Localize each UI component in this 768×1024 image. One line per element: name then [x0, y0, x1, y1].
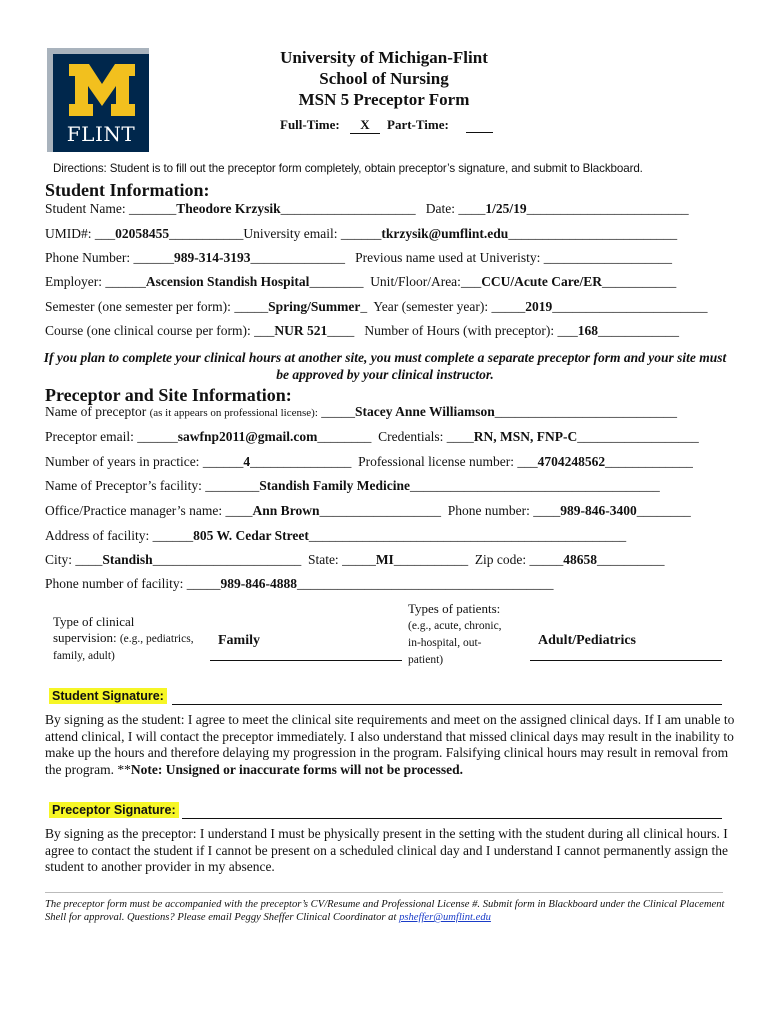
city-row: City: ____Standish______________________ State: _____MI___________ Zip code: _____48658__________ — [45, 552, 665, 567]
student-signature-label: Student Signature: — [49, 688, 167, 704]
hours-value[interactable]: 168 — [577, 323, 598, 338]
manager-row: Office/Practice manager’s name: ____Ann Brown__________________ Phone number: ____989-846-3400________ — [45, 503, 691, 518]
years-label: Number of years in practice: — [45, 454, 200, 469]
date-label: Date: — [425, 201, 455, 216]
supervision-label-line1: Type of clinical — [53, 614, 135, 629]
license-value[interactable]: 4704248562 — [537, 454, 606, 469]
school-title: School of Nursing — [319, 69, 449, 88]
patients-field[interactable]: Adult/Pediatrics — [530, 633, 722, 661]
phone-label: Phone Number: — [45, 250, 131, 265]
year-value[interactable]: 2019 — [525, 299, 553, 314]
facility-phone-label: Phone number of facility: — [45, 576, 184, 591]
preceptor-agreement: By signing as the preceptor: I understand I must be physically present in the setting with the student during all clinical hours. I agree to contact the student if I cannot be present on a scheduled clinical day and I understand I cannot permanently assign the student to another provider in my absence. — [45, 826, 729, 874]
site-note: If you plan to complete your clinical hours at another site, you must complete a separate preceptor form and your site must be approved by your clinical instructor. — [43, 350, 727, 382]
manager-label: Office/Practice manager’s name: — [45, 503, 223, 518]
footer-text: The preceptor form must be accompanied with the preceptor’s CV/Resume and Professional License #. Submit form in Blackboard under the Clinical Placement Shell for approval. Questions? Please email Peggy Sheffer Clinical Coordinator at — [45, 899, 725, 923]
student-agreement-text: By signing as the student: I agree to meet the clinical site requirements and meet on the assigned clinical days. If I am unable to attend clinical, I will contact the preceptor immediately. I also understand that missed clinical days may result in the inability to make up the hours and therefore delaying my progression in the program. Falsifying clinical hours may result in removal from the program. ** — [45, 712, 735, 777]
credentials-label: Credentials: — [378, 429, 444, 444]
student-signature-label-wrap — [49, 687, 167, 705]
preceptor-email-row: Preceptor email: ______sawfnp2011@gmail.com________ Credentials: ____RN, MSN, FNP-C__________________ — [45, 429, 699, 444]
facility-value[interactable]: Standish Family Medicine — [259, 478, 410, 493]
footer-divider — [45, 892, 723, 893]
license-label: Professional license number: — [358, 454, 515, 469]
address-label: Address of facility: — [45, 528, 150, 543]
form-title: MSN 5 Preceptor Form — [298, 90, 470, 109]
facility-phone-value[interactable]: 989-846-4888 — [220, 576, 297, 591]
manager-phone-label: Phone number: — [447, 503, 530, 518]
facility-row: Name of Preceptor’s facility: ________Standish Family Medicine_____________________________________ — [45, 478, 660, 493]
directions: Directions: Student is to fill out the preceptor form completely, obtain preceptor’s signature, and submit to Blackboard. — [53, 162, 643, 175]
umid-label: UMID#: — [45, 226, 92, 241]
university-email-label: University email: — [243, 226, 338, 241]
preceptor-signature-label-wrap — [49, 801, 179, 819]
preceptor-signature-label: Preceptor Signature: — [49, 802, 179, 818]
preceptor-name-hint: (as it appears on professional license): — [149, 407, 318, 419]
preceptor-signature-field[interactable] — [182, 802, 722, 819]
city-value[interactable]: Standish — [102, 552, 153, 567]
credentials-value[interactable]: RN, MSN, FNP-C — [473, 429, 578, 444]
part-time-field[interactable] — [466, 117, 493, 133]
patients-hint-3: patient) — [408, 654, 444, 666]
city-label: City: — [45, 552, 73, 567]
state-label: State: — [307, 552, 339, 567]
course-row: Course (one clinical course per form): ___NUR 521____ Number of Hours (with preceptor): ___168____________ — [45, 323, 679, 338]
course-label: Course (one clinical course per form): — [45, 323, 251, 338]
state-value[interactable]: MI — [375, 552, 394, 567]
zip-label: Zip code: — [474, 552, 527, 567]
date-value[interactable]: 1/25/19 — [485, 201, 527, 216]
years-row: Number of years in practice: ______4_______________ Professional license number: ___4704248562_____________ — [45, 454, 693, 469]
university-email-value[interactable]: tkrzysik@umflint.edu — [381, 226, 509, 241]
preceptor-name-label: Name of preceptor — [45, 404, 147, 419]
student-agreement — [45, 712, 735, 778]
facility-label: Name of Preceptor’s facility: — [45, 478, 202, 493]
full-time-label: Full-Time: — [280, 117, 340, 132]
student-signature-field[interactable] — [172, 688, 722, 705]
hours-label: Number of Hours (with preceptor): — [364, 323, 555, 338]
semester-label: Semester (one semester per form): — [45, 299, 231, 314]
patients-label — [408, 601, 502, 668]
full-time-field[interactable]: X — [350, 117, 380, 134]
student-name-value[interactable]: Theodore Krzysik — [176, 201, 281, 216]
supervision-hint-1: (e.g., pediatrics, — [119, 633, 194, 645]
zip-value[interactable]: 48658 — [563, 552, 598, 567]
patients-hint-1: (e.g., acute, chronic, — [408, 620, 502, 632]
manager-value[interactable]: Ann Brown — [252, 503, 320, 518]
course-value[interactable]: NUR 521 — [274, 323, 328, 338]
supervision-field[interactable]: Family — [210, 633, 402, 661]
umid-value[interactable]: 02058455 — [115, 226, 170, 241]
preceptor-name-row: Name of preceptor (as it appears on professional license): _____Stacey Anne Williamson___________________________ — [45, 404, 678, 419]
year-label: Year (semester year): — [373, 299, 489, 314]
part-time-label: Part-Time: — [387, 117, 449, 132]
phone-value[interactable]: 989-314-3193 — [174, 250, 251, 265]
unit-label: Unit/Floor/Area: — [370, 274, 461, 289]
years-value[interactable]: 4 — [243, 454, 251, 469]
footer-note — [45, 898, 735, 924]
phone-row: Phone Number: ______989-314-3193______________ Previous name used at Univeristy: ___________________ — [45, 250, 672, 265]
supervision-label — [53, 614, 194, 664]
preceptor-email-label: Preceptor email: — [45, 429, 134, 444]
previous-name-label: Previous name used at Univeristy: — [355, 250, 541, 265]
address-row: Address of facility: ______805 W. Cedar Street_______________________________________________ — [45, 528, 627, 543]
employer-row: Employer: ______Ascension Standish Hospital________ Unit/Floor/Area:___CCU/Acute Care/ER___________ — [45, 274, 677, 289]
student-info-heading: Student Information: — [45, 180, 210, 200]
employer-label: Employer: — [45, 274, 102, 289]
umid-row: UMID#: ___02058455___________University email: ______tkrzysik@umflint.edu_________________________ — [45, 226, 678, 241]
student-name-row: Student Name: _______Theodore Krzysik____________________ Date: ____1/25/19________________________ — [45, 201, 689, 216]
unit-value[interactable]: CCU/Acute Care/ER — [481, 274, 603, 289]
facility-phone-row: Phone number of facility: _____989-846-4888______________________________________ — [45, 576, 554, 591]
supervision-label-line2: supervision: — [53, 630, 117, 645]
coordinator-email-link[interactable]: psheffer@umflint.edu — [399, 912, 491, 923]
semester-row: Semester (one semester per form): _____Spring/Summer_ Year (semester year): _____2019_______________________ — [45, 299, 708, 314]
employer-value[interactable]: Ascension Standish Hospital — [145, 274, 310, 289]
patients-hint-2: in-hospital, out- — [408, 637, 482, 649]
manager-phone-value[interactable]: 989-846-3400 — [560, 503, 637, 518]
preceptor-email-value[interactable]: sawfnp2011@gmail.com — [177, 429, 318, 444]
supervision-hint-2: family, adult) — [53, 650, 115, 662]
address-value[interactable]: 805 W. Cedar Street — [193, 528, 309, 543]
semester-value[interactable]: Spring/Summer — [268, 299, 361, 314]
preceptor-info-heading: Preceptor and Site Information: — [45, 385, 292, 405]
preceptor-name-value[interactable]: Stacey Anne Williamson — [355, 404, 495, 419]
student-name-label: Student Name: — [45, 201, 126, 216]
logo-text: FLINT — [66, 122, 136, 146]
patients-label-line1: Types of patients: — [408, 601, 501, 616]
student-agreement-note: Note: Unsigned or inaccurate forms will not be processed. — [130, 761, 463, 777]
university-title: University of Michigan-Flint — [280, 48, 488, 67]
